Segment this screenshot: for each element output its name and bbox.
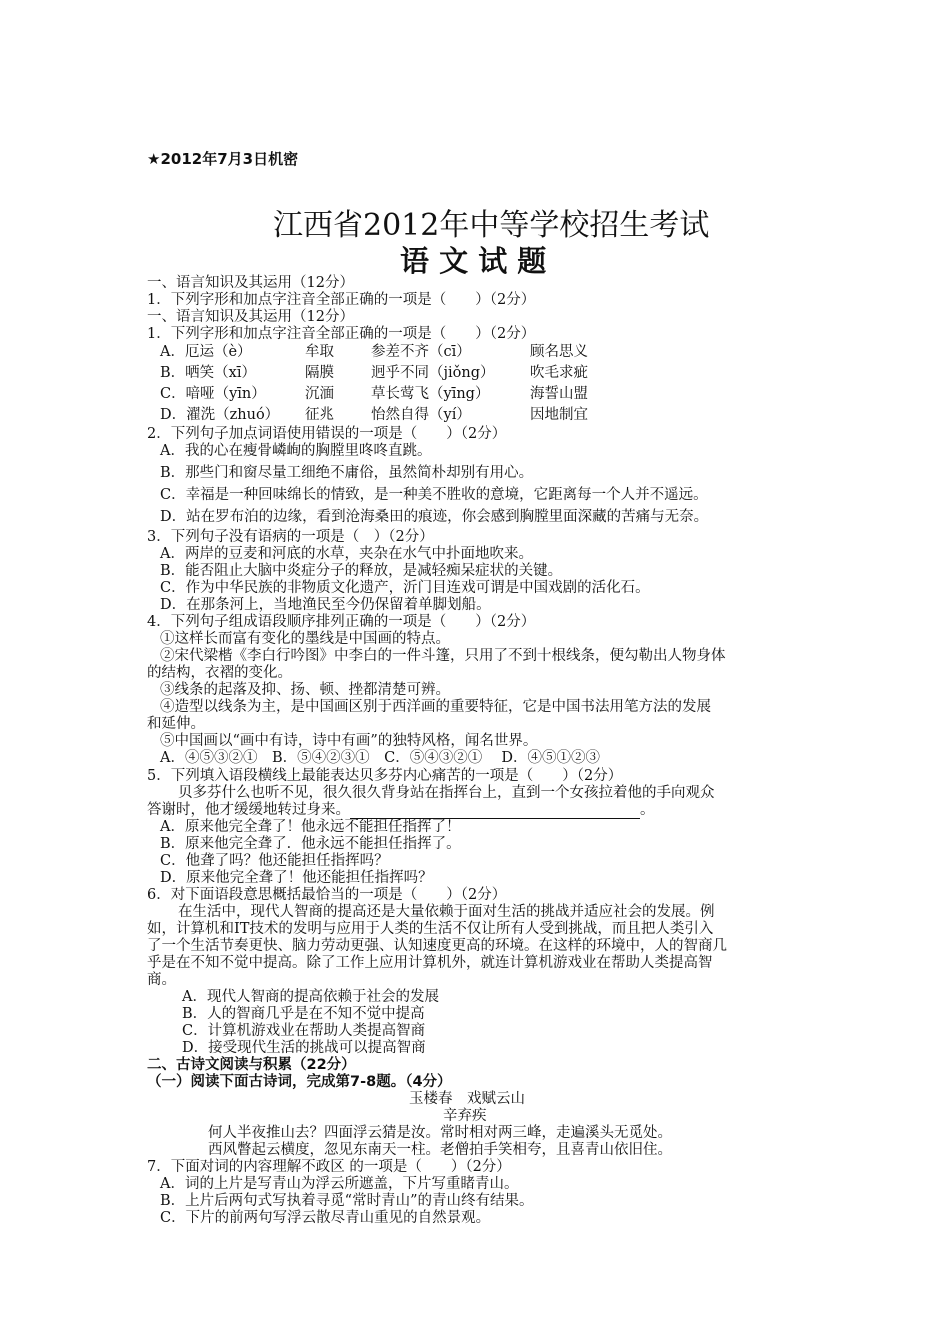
poem-author: 辛弃疾 [443,1108,487,1124]
question-4: 4．下列句子组成语段顺序排列正确的一项是（ ）（2分） [147,614,536,630]
question-5: 5．下列填入语段横线上最能表达贝多芬内心痛苦的一项是（ ）（2分） [147,768,623,784]
confidential-stamp: ★2012年7月3日机密 [147,150,299,168]
question-2: 2．下列句子加点词语使用错误的一项是（ ）（2分） [147,426,507,442]
q3-option-a: A．两岸的豆麦和河底的水草，夹杂在水气中扑面地吹来。 [160,546,533,562]
q1-opt-c-col2: 沉湎 [305,386,334,402]
poem-line-2: 西风瞥起云横度，忽见东南天一柱。老僧拍手笑相夸，且喜青山依旧住。 [208,1142,672,1158]
question-1: 1．下列字形和加点字注音全部正确的一项是（ ）（2分） [147,292,536,308]
q6-option-b: B．人的智商几乎是在不知不觉中提高 [182,1006,425,1022]
section-2-heading: 二、古诗文阅读与积累（22分） [147,1057,356,1073]
q4-sentence-2: ②宋代梁楷《李白行吟图》中李白的一件斗篷，只用了不到十根线条，便勾勒出人物身体 [160,648,726,664]
question-1-repeat: 1．下列字形和加点字注音全部正确的一项是（ ）（2分） [147,326,536,342]
q4-sentence-4: ④造型以线条为主，是中国画区别于西洋画的重要特征，它是中国书法用笔方法的发展 [160,699,711,715]
q2-option-a: A．我的心在瘦骨嶙峋的胸膛里咚咚直跳。 [160,443,432,459]
q6-passage-2: 如，计算机和IT技术的发明与应用于人类的生活不仅让所有人受到挑战，而且把人类引入 [147,921,714,937]
q2-option-b: B．那些门和窗尽量工细绝不庸俗，虽然简朴却别有用心。 [160,465,534,481]
q1-opt-a-col3: 参差不齐（cī） [371,344,471,360]
exam-title: 江西省2012年中等学校招生考试 [273,208,710,243]
q4-sentence-5: ⑤中国画以“画中有诗，诗中有画”的独特风格，闻名世界。 [160,733,538,749]
q7-option-c: C．下片的前两句写浮云散尽青山重见的自然景观。 [160,1210,491,1226]
q5-option-c: C．他聋了吗？他还能担任指挥吗？ [160,853,389,869]
q1-opt-a-col2: 牟取 [305,344,334,360]
q2-option-d: D．站在罗布泊的边缘，看到沧海桑田的痕迹，你会感到胸膛里面深藏的苦痛与无奈。 [160,509,709,525]
q1-opt-b-col2: 隔膜 [305,365,334,381]
q4-sentence-3: ③线条的起落及抑、扬、顿、挫都清楚可辨。 [160,682,450,698]
q4-options: A．④⑤③②① B．⑤④②③① C．⑤④③②① D．④⑤①②③ [160,750,600,766]
exam-subtitle: 语 文 试 题 [400,244,547,278]
section-1-heading: 一、语言知识及其运用（12分） [147,275,354,291]
q5-passage-2 [147,802,655,819]
q6-passage-1: 在生活中，现代人智商的提高还是大量依赖于面对生活的挑战并适应社会的发展。例 [178,904,715,920]
q5-passage-1: 贝多芬什么也听不见，很久很久背身站在指挥台上，直到一个女孩拉着他的手向观众 [178,785,715,801]
q6-option-d: D．接受现代生活的挑战可以提高智商 [182,1040,426,1056]
q7-option-b: B．上片后两句式写执着寻觅“常时青山”的青山终有结果。 [160,1193,534,1209]
question-7: 7．下面对词的内容理解不政区 的一项是（ ）（2分） [147,1159,511,1175]
q1-opt-b-col3: 迥乎不同（jiǒng） [371,365,495,381]
q1-opt-c-col1: C．喑哑（yīn） [160,386,266,402]
question-6: 6．对下面语段意思概括最恰当的一项是（ ）（2分） [147,887,507,903]
q5-option-a: A．原来他完全聋了！他永远不能担任指挥了！ [160,819,461,835]
q4-sentence-2-cont: 的结构，衣褶的变化。 [147,665,292,681]
q6-option-a: A．现代人智商的提高依赖于社会的发展 [182,989,439,1005]
poem-line-1: 何人半夜推山去？四面浮云猜是汝。常时相对两三峰，走遍溪头无觅处。 [208,1125,672,1141]
q3-option-b: B．能否阻止大脑中炎症分子的释放，是减轻痴呆症状的关键。 [160,563,563,579]
q6-passage-3: 了一个生活节奏更快、脑力劳动更强、认知速度更高的环境。在这样的环境中，人的智商几 [147,938,727,954]
q1-opt-a-col1: A．厄运（è） [160,344,252,360]
q4-sentence-1: ①这样长而富有变化的墨线是中国画的特点。 [160,631,450,647]
q5-option-d: D．原来他完全聋了！他还能担任指挥吗？ [160,870,433,886]
q4-sentence-4-cont: 和延伸。 [147,716,205,732]
q6-passage-4: 乎是在不知不觉中提高。除了工作上应用计算机外，就连计算机游戏业在帮助人类提高智 [147,955,713,971]
q1-opt-d-col2: 征兆 [305,407,334,423]
q6-option-c: C．计算机游戏业在帮助人类提高智商 [182,1023,426,1039]
q5-passage-end: 。 [640,802,655,818]
q5-answer-blank [350,804,640,819]
q1-opt-d-col4: 因地制宜 [530,407,588,423]
q3-option-c: C．作为中华民族的非物质文化遗产，沂门目连戏可谓是中国戏剧的活化石。 [160,580,650,596]
q5-passage-2-text: 答谢时，他才缓缓地转过身来。 [147,802,350,818]
q1-opt-c-col3: 草长莺飞（yīng） [371,386,490,402]
question-3: 3．下列句子没有语病的一项是（ ）（2分） [147,529,434,545]
q1-opt-a-col4: 顾名思义 [530,344,588,360]
q3-option-d: D．在那条河上，当地渔民至今仍保留着单脚划船。 [160,597,491,613]
section-2-part-1-heading: （一）阅读下面古诗词，完成第7-8题。（4分） [147,1074,452,1090]
section-1-heading-repeat: 一、语言知识及其运用（12分） [147,309,354,325]
poem-title: 玉楼春 戏赋云山 [409,1091,525,1107]
q5-option-b: B．原来他完全聋了．他永远不能担任指挥了。 [160,836,461,852]
q7-option-a: A．词的上片是写青山为浮云所遮盖，下片写重睹青山。 [160,1176,519,1192]
q1-opt-d-col1: D．濯洗（zhuó） [160,407,280,423]
q1-opt-c-col4: 海誓山盟 [530,386,588,402]
q1-opt-b-col4: 吹毛求疵 [530,365,588,381]
q1-opt-b-col1: B．哂笑（xī） [160,365,256,381]
q1-opt-d-col3: 怡然自得（yí） [371,407,471,423]
q2-option-c: C．幸福是一种回味绵长的情致，是一种美不胜收的意境，它距离每一个人并不遥远。 [160,487,708,503]
q6-passage-5: 商。 [147,972,176,988]
